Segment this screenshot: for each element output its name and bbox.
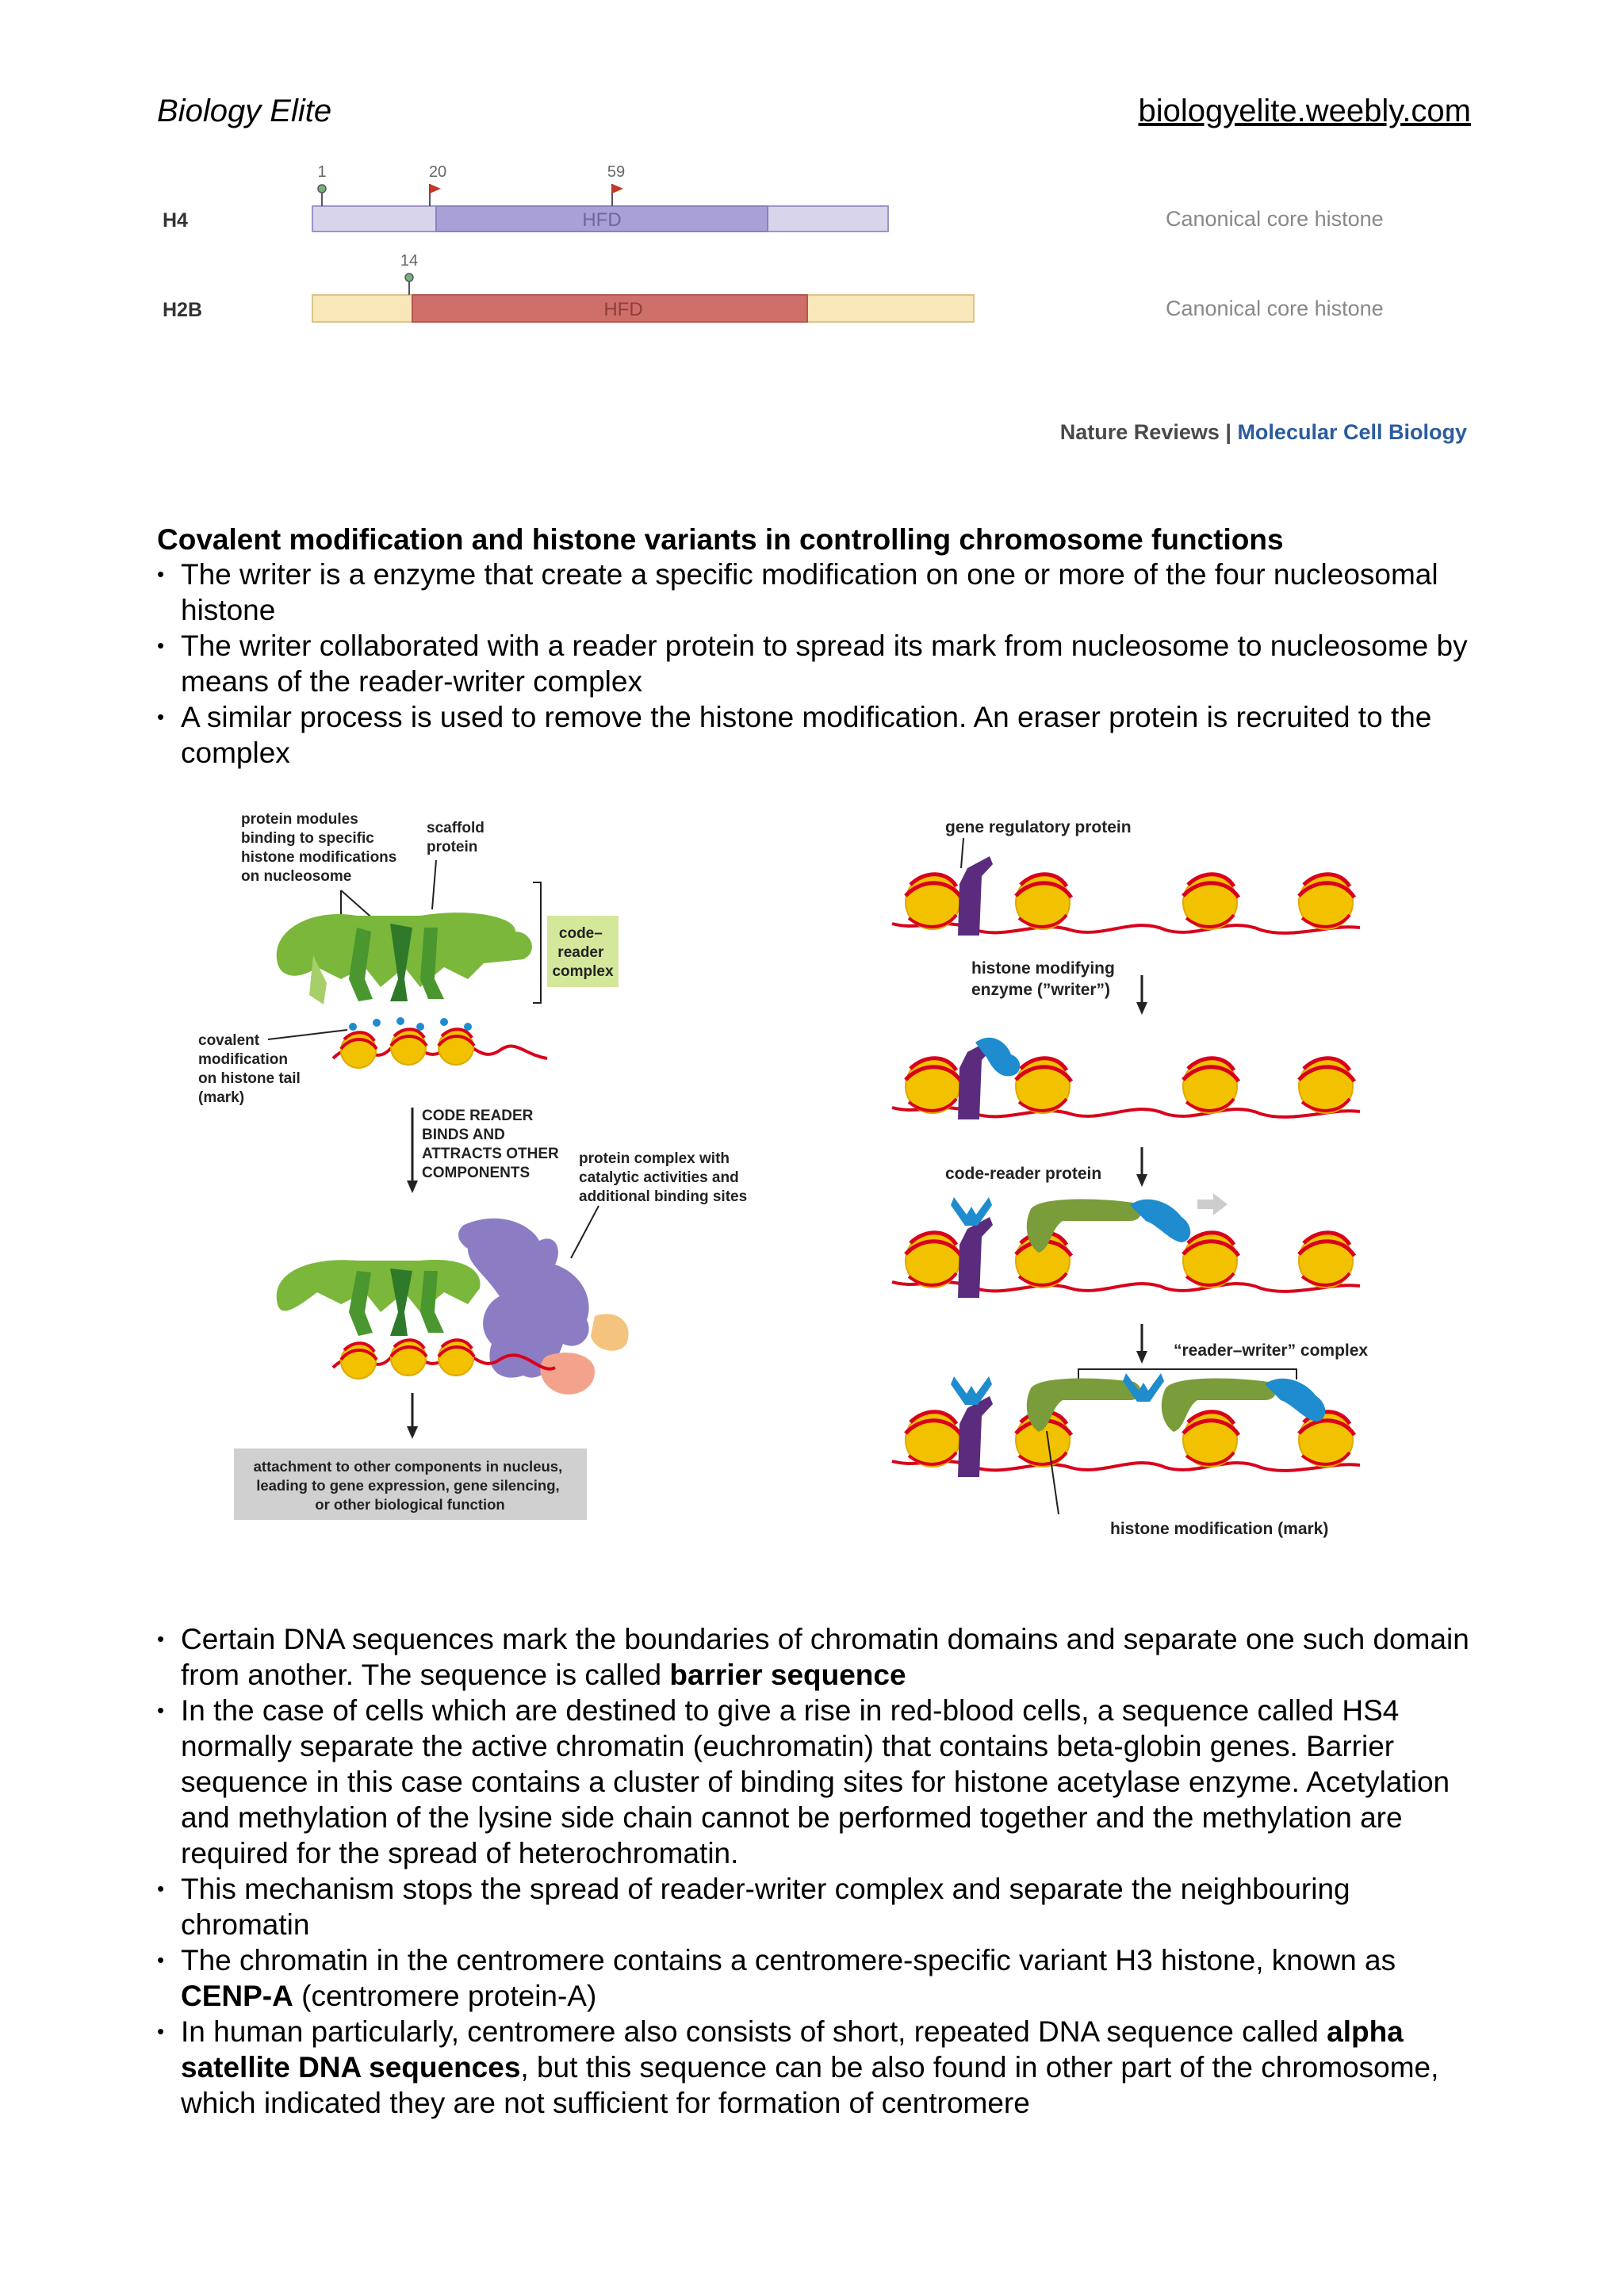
section-title: Covalent modification and histone variants in controlling chromosome functions [157,523,1284,556]
code-reader-complex-top [277,913,532,1004]
h4-mark-20 [429,163,446,206]
label-protein-complex: protein complex with catalytic activities and additional binding sites [579,1150,748,1205]
chromatin-diagram [182,797,1419,1550]
svg-text:14: 14 [400,252,419,270]
svg-text:59: 59 [607,163,626,181]
list-item: • Certain DNA sequences mark the boundaries of chromatin domains and separate one such domain from another. The sequence is called barrier sequence [157,1621,1481,1693]
label-reader-writer: “reader–writer” complex [1174,1341,1369,1360]
code-reader-protein-shape [1027,1199,1141,1253]
label-attachment: attachment to other components in nucleus, leading to gene expression, gene silencing, or other biological function [253,1458,563,1513]
label-gene-regulatory: gene regulatory protein [945,818,1132,836]
histone-domain-figure [151,159,1483,460]
h2b-hfd-label: HFD [603,299,643,320]
h2b-description: Canonical core histone [1166,297,1384,320]
bullet-list-2 [157,1621,1481,2121]
label-code-reader-complex: code– reader complex [552,925,614,980]
site-title: Biology Elite [157,94,332,128]
label-histone-mark: histone modification (mark) [1110,1520,1329,1538]
list-item: • This mechanism stops the spread of reader-writer complex and separate the neighbouring chromatin [157,1871,1481,1942]
list-item: • The writer is a enzyme that create a specific modification on one or more of the four nucleosomal histone [157,557,1481,628]
code-reader-panel [198,811,747,1520]
label-writer: histone modifying enzyme (”writer”) [971,959,1115,999]
h2b-mark-14 [400,252,418,295]
label-code-reader-protein: code-reader protein [945,1165,1102,1183]
site-url-link[interactable]: biologyelite.weebly.com [1138,94,1471,128]
label-covalent-mod: covalent modification on histone tail (mark) [198,1032,301,1106]
label-scaffold: scaffold protein [427,820,485,855]
h4-label: H4 [163,209,188,232]
label-code-reader-binds: CODE READER BINDS AND ATTRACTS OTHER COMPONENTS [422,1108,559,1181]
h4-mark-1 [317,163,326,206]
h2b-label: H2B [163,299,203,321]
list-item: • In human particularly, centromere also consists of short, repeated DNA sequence called alpha satellite DNA sequences, but this sequence can be also found in other part of the chromosome, which indicated they are not sufficient for formation of centromere [157,2014,1481,2121]
list-item: • The writer collaborated with a reader protein to spread its mark from nucleosome to nucleosome by means of the reader-writer complex [157,628,1481,699]
svg-text:1: 1 [317,163,327,181]
label-protein-modules: protein modules binding to specific histone modifications on nucleosome [241,811,397,885]
list-item: • In the case of cells which are destined to give a rise in red-blood cells, a sequence called HS4 normally separate the active chromatin (euchromatin) that contains beta-globin genes. Barrier sequence in this case contains a cluster of binding sites for histone acetylase enzyme. Acetylation and methylation of the lysine side chain cannot be performed together and the methylation are required for the spread of heterochromatin. [157,1693,1481,1871]
h4-hfd-label: HFD [582,209,622,231]
bullet-list-1 [157,557,1481,771]
list-item: • A similar process is used to remove the histone modification. An eraser protein is recruited to the complex [157,699,1481,771]
h4-mark-59 [607,163,625,206]
svg-text:20: 20 [428,163,447,181]
reader-writer-panel [892,818,1368,1538]
list-item: • The chromatin in the centromere contains a centromere-specific variant H3 histone, known as CENP-A (centromere protein-A) [157,1942,1481,2014]
h4-description: Canonical core histone [1166,207,1384,231]
figure-credit: Nature Reviews | Molecular Cell Biology [1059,420,1467,444]
gene-reg-protein-1 [958,856,993,936]
